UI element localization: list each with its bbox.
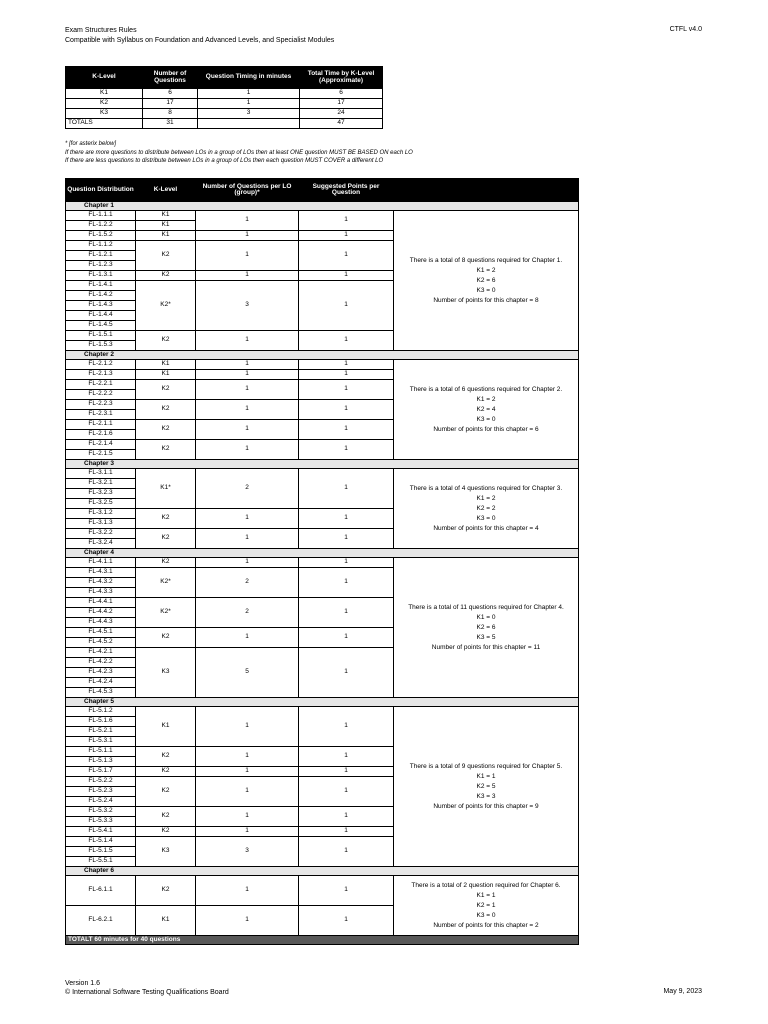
k-level-cell: K1 bbox=[136, 360, 196, 370]
learning-objective-cell: FL-4.3.2 bbox=[66, 578, 136, 588]
learning-objective-cell: FL-3.1.1 bbox=[66, 469, 136, 479]
k-level-cell: K1 bbox=[136, 370, 196, 380]
table-cell: 17 bbox=[300, 99, 383, 109]
k-level-cell: K3 bbox=[136, 837, 196, 867]
k-level-cell: K1 bbox=[136, 906, 196, 936]
questions-per-lo-cell: 1 bbox=[196, 331, 299, 351]
table-row bbox=[66, 211, 579, 221]
k-level-cell: K2 bbox=[136, 876, 196, 906]
points-per-question-cell: 1 bbox=[299, 380, 394, 400]
footer-version: Version 1.6 bbox=[65, 980, 101, 987]
k-level-cell: K2 bbox=[136, 558, 196, 568]
chapter-summary-line: K2 = 6 bbox=[476, 623, 496, 631]
learning-objective-cell: FL-5.2.1 bbox=[66, 727, 136, 737]
table-cell: 3 bbox=[198, 109, 300, 119]
learning-objective-cell: FL-2.1.5 bbox=[66, 450, 136, 460]
column-header: Number of Questions bbox=[143, 67, 198, 89]
k-level-cell: K2 bbox=[136, 271, 196, 281]
note-line: If there are more questions to distribute between LOs in a group of LOs then at least ONE question MUST BE BASED ON each LO bbox=[65, 149, 413, 156]
k-level-cell: K2 bbox=[136, 440, 196, 460]
chapter-summary-line: K1 = 2 bbox=[476, 395, 496, 403]
learning-objective-cell: FL-2.2.2 bbox=[66, 390, 136, 400]
questions-per-lo-cell: 1 bbox=[196, 440, 299, 460]
learning-objective-cell: FL-2.2.1 bbox=[66, 380, 136, 390]
learning-objective-cell: FL-4.4.1 bbox=[66, 598, 136, 608]
points-per-question-cell: 1 bbox=[299, 440, 394, 460]
learning-objective-cell: FL-4.3.1 bbox=[66, 568, 136, 578]
chapter-summary-line: There is a total of 4 questions required for Chapter 3. bbox=[409, 484, 563, 492]
chapter-summary-line: K2 = 1 bbox=[476, 901, 496, 909]
points-per-question-cell: 1 bbox=[299, 509, 394, 529]
learning-objective-cell: FL-5.2.2 bbox=[66, 777, 136, 787]
learning-objective-cell: FL-4.2.1 bbox=[66, 648, 136, 658]
points-per-question-cell: 1 bbox=[299, 876, 394, 906]
learning-objective-cell: FL-5.1.2 bbox=[66, 707, 136, 717]
points-per-question-cell: 1 bbox=[299, 767, 394, 777]
questions-per-lo-cell: 1 bbox=[196, 777, 299, 807]
table-cell: K1 bbox=[66, 89, 143, 99]
total-row bbox=[66, 936, 579, 945]
chapter-summary-line: K1 = 1 bbox=[476, 772, 496, 780]
chapter-header-row bbox=[66, 202, 579, 211]
chapter-summary-line: K2 = 4 bbox=[476, 405, 496, 413]
column-header: Question Timing in minutes bbox=[198, 67, 300, 89]
table-row bbox=[66, 876, 579, 906]
table-row bbox=[66, 469, 579, 479]
questions-per-lo-cell: 1 bbox=[196, 211, 299, 231]
learning-objective-cell: FL-1.5.2 bbox=[66, 231, 136, 241]
k-level-cell: K2 bbox=[136, 807, 196, 827]
points-per-question-cell: 1 bbox=[299, 648, 394, 698]
learning-objective-cell: FL-1.5.3 bbox=[66, 341, 136, 351]
table-row bbox=[66, 558, 579, 568]
note-line: If there are less questions to distribute between LOs in a group of LOs then each question MUST COVER a different LO bbox=[65, 158, 384, 164]
learning-objective-cell: FL-3.2.2 bbox=[66, 529, 136, 539]
learning-objective-cell: FL-4.2.4 bbox=[66, 678, 136, 688]
chapter-summary-line: K3 = 3 bbox=[476, 792, 496, 800]
k-level-cell: K2 bbox=[136, 331, 196, 351]
questions-per-lo-cell: 1 bbox=[196, 420, 299, 440]
points-per-question-cell: 1 bbox=[299, 747, 394, 767]
points-per-question-cell: 1 bbox=[299, 906, 394, 936]
chapter-summary-line: K2 = 5 bbox=[476, 782, 496, 790]
chapter-header-row bbox=[66, 460, 579, 469]
chapter-header-row bbox=[66, 549, 579, 558]
learning-objective-cell: FL-5.3.2 bbox=[66, 807, 136, 817]
learning-objective-cell: FL-1.4.4 bbox=[66, 311, 136, 321]
chapter-summary-line: K1 = 2 bbox=[476, 266, 496, 274]
learning-objective-cell: FL-1.2.2 bbox=[66, 221, 136, 231]
k-level-cell: K2* bbox=[136, 568, 196, 598]
learning-objective-cell: FL-1.2.3 bbox=[66, 261, 136, 271]
questions-per-lo-cell: 5 bbox=[196, 648, 299, 698]
column-header: K-Level bbox=[136, 179, 196, 202]
learning-objective-cell: FL-3.2.5 bbox=[66, 499, 136, 509]
document-subtitle: Compatible with Syllabus on Foundation and Advanced Levels, and Specialist Modules bbox=[65, 37, 335, 44]
k-level-cell: K2 bbox=[136, 827, 196, 837]
table-cell: TOTALS bbox=[66, 119, 143, 129]
table-cell bbox=[198, 119, 300, 129]
learning-objective-cell: FL-4.5.3 bbox=[66, 688, 136, 698]
chapter-summary bbox=[394, 211, 579, 351]
learning-objective-cell: FL-5.1.6 bbox=[66, 717, 136, 727]
k-level-cell: K2 bbox=[136, 241, 196, 271]
points-per-question-cell: 1 bbox=[299, 558, 394, 568]
chapter-summary-line: Number of points for this chapter = 6 bbox=[433, 425, 539, 433]
chapter-summary-line: K3 = 0 bbox=[476, 286, 496, 294]
chapter-summary bbox=[394, 558, 579, 698]
column-header: K-Level bbox=[66, 67, 143, 89]
table-cell: 6 bbox=[143, 89, 198, 99]
version-tag: CTFL v4.0 bbox=[669, 26, 702, 33]
learning-objective-cell: FL-4.1.1 bbox=[66, 558, 136, 568]
points-per-question-cell: 1 bbox=[299, 241, 394, 271]
table-cell: 1 bbox=[198, 99, 300, 109]
chapter-summary-line: K1 = 2 bbox=[476, 494, 496, 502]
k-level-cell: K2 bbox=[136, 509, 196, 529]
learning-objective-cell: FL-1.1.1 bbox=[66, 211, 136, 221]
k-level-cell: K2 bbox=[136, 380, 196, 400]
points-per-question-cell: 1 bbox=[299, 598, 394, 628]
chapter-summary bbox=[394, 469, 579, 549]
chapter-summary-line: K2 = 6 bbox=[476, 276, 496, 284]
questions-per-lo-cell: 1 bbox=[196, 400, 299, 420]
column-header bbox=[394, 179, 579, 202]
points-per-question-cell: 1 bbox=[299, 469, 394, 509]
k-level-cell: K2* bbox=[136, 281, 196, 331]
points-per-question-cell: 1 bbox=[299, 211, 394, 231]
learning-objective-cell: FL-5.1.3 bbox=[66, 757, 136, 767]
points-per-question-cell: 1 bbox=[299, 707, 394, 747]
learning-objective-cell: FL-4.3.3 bbox=[66, 588, 136, 598]
learning-objective-cell: FL-5.1.7 bbox=[66, 767, 136, 777]
points-per-question-cell: 1 bbox=[299, 837, 394, 867]
chapter-header-row bbox=[66, 867, 579, 876]
points-per-question-cell: 1 bbox=[299, 281, 394, 331]
chapter-summary-line: Number of points for this chapter = 11 bbox=[431, 643, 541, 651]
k-level-cell: K1* bbox=[136, 469, 196, 509]
column-header: Question Distribution bbox=[66, 179, 136, 202]
chapter-summary-line: There is a total of 8 questions required for Chapter 1. bbox=[409, 256, 563, 264]
learning-objective-cell: FL-2.3.1 bbox=[66, 410, 136, 420]
questions-per-lo-cell: 1 bbox=[196, 231, 299, 241]
table-cell: K3 bbox=[66, 109, 143, 119]
points-per-question-cell: 1 bbox=[299, 827, 394, 837]
points-per-question-cell: 1 bbox=[299, 568, 394, 598]
learning-objective-cell: FL-2.1.4 bbox=[66, 440, 136, 450]
questions-per-lo-cell: 3 bbox=[196, 281, 299, 331]
chapter-label: Chapter 6 bbox=[66, 867, 579, 876]
page-header bbox=[65, 26, 334, 46]
chapter-summary-line: Number of points for this chapter = 9 bbox=[433, 802, 539, 810]
questions-per-lo-cell: 1 bbox=[196, 370, 299, 380]
table-cell: 17 bbox=[143, 99, 198, 109]
learning-objective-cell: FL-4.4.3 bbox=[66, 618, 136, 628]
k-level-cell: K1 bbox=[136, 221, 196, 231]
k-level-cell: K2 bbox=[136, 747, 196, 767]
learning-objective-cell: FL-3.1.2 bbox=[66, 509, 136, 519]
questions-per-lo-cell: 1 bbox=[196, 707, 299, 747]
points-per-question-cell: 1 bbox=[299, 370, 394, 380]
chapter-summary bbox=[394, 360, 579, 460]
chapter-summary-line: K3 = 0 bbox=[476, 415, 496, 423]
learning-objective-cell: FL-5.4.1 bbox=[66, 827, 136, 837]
chapter-summary-line: There is a total of 6 questions required for Chapter 2. bbox=[409, 385, 563, 393]
learning-objective-cell: FL-5.3.3 bbox=[66, 817, 136, 827]
table-row bbox=[66, 707, 579, 717]
table-row bbox=[66, 89, 383, 99]
k-level-cell: K2 bbox=[136, 628, 196, 648]
table-cell: 8 bbox=[143, 109, 198, 119]
learning-objective-cell: FL-1.4.3 bbox=[66, 301, 136, 311]
chapter-summary-line: There is a total of 11 questions required for Chapter 4. bbox=[408, 603, 564, 611]
chapter-summary bbox=[394, 876, 579, 936]
learning-objective-cell: FL-4.5.2 bbox=[66, 638, 136, 648]
k-level-cell: K2 bbox=[136, 767, 196, 777]
chapter-label: Chapter 3 bbox=[66, 460, 579, 469]
document-title: Exam Structures Rules bbox=[65, 27, 137, 34]
chapter-summary-line: Number of points for this chapter = 8 bbox=[433, 296, 539, 304]
questions-per-lo-cell: 1 bbox=[196, 529, 299, 549]
questions-per-lo-cell: 1 bbox=[196, 241, 299, 271]
k-level-cell: K2 bbox=[136, 400, 196, 420]
chapter-summary-line: There is a total of 2 question required for Chapter 6. bbox=[411, 881, 561, 889]
learning-objective-cell: FL-1.4.1 bbox=[66, 281, 136, 291]
chapter-label: Chapter 1 bbox=[66, 202, 579, 211]
questions-per-lo-cell: 1 bbox=[196, 747, 299, 767]
k-level-cell: K3 bbox=[136, 648, 196, 698]
k-level-cell: K1 bbox=[136, 707, 196, 747]
learning-objective-cell: FL-5.1.4 bbox=[66, 837, 136, 847]
chapter-summary-line: Number of points for this chapter = 2 bbox=[433, 921, 539, 929]
points-per-question-cell: 1 bbox=[299, 400, 394, 420]
table-cell: 47 bbox=[300, 119, 383, 129]
learning-objective-cell: FL-2.1.3 bbox=[66, 370, 136, 380]
questions-per-lo-cell: 1 bbox=[196, 380, 299, 400]
questions-per-lo-cell: 1 bbox=[196, 509, 299, 529]
questions-per-lo-cell: 1 bbox=[196, 906, 299, 936]
points-per-question-cell: 1 bbox=[299, 777, 394, 807]
learning-objective-cell: FL-1.4.2 bbox=[66, 291, 136, 301]
points-per-question-cell: 1 bbox=[299, 271, 394, 281]
learning-objective-cell: FL-4.2.3 bbox=[66, 668, 136, 678]
learning-objective-cell: FL-5.2.4 bbox=[66, 797, 136, 807]
totals-row bbox=[66, 119, 383, 129]
questions-per-lo-cell: 1 bbox=[196, 807, 299, 827]
learning-objective-cell: FL-1.4.5 bbox=[66, 321, 136, 331]
column-header: Number of Questions per LO (group)* bbox=[196, 179, 299, 202]
points-per-question-cell: 1 bbox=[299, 331, 394, 351]
questions-per-lo-cell: 1 bbox=[196, 360, 299, 370]
chapter-summary-line: K1 = 1 bbox=[476, 891, 496, 899]
distribution-notes bbox=[65, 140, 413, 166]
points-per-question-cell: 1 bbox=[299, 420, 394, 440]
learning-objective-cell: FL-3.2.4 bbox=[66, 539, 136, 549]
learning-objective-cell: FL-2.1.6 bbox=[66, 430, 136, 440]
k-level-cell: K2 bbox=[136, 529, 196, 549]
chapter-label: Chapter 2 bbox=[66, 351, 579, 360]
chapter-header-row bbox=[66, 698, 579, 707]
questions-per-lo-cell: 1 bbox=[196, 558, 299, 568]
learning-objective-cell: FL-1.5.1 bbox=[66, 331, 136, 341]
learning-objective-cell: FL-5.3.1 bbox=[66, 737, 136, 747]
learning-objective-cell: FL-6.1.1 bbox=[66, 876, 136, 906]
chapter-summary-line: There is a total of 9 questions required for Chapter 5. bbox=[409, 762, 563, 770]
k-level-summary-table bbox=[65, 66, 383, 129]
table-cell: 31 bbox=[143, 119, 198, 129]
chapter-summary-line: K2 = 2 bbox=[476, 504, 496, 512]
learning-objective-cell: FL-4.4.2 bbox=[66, 608, 136, 618]
footer-date: May 9, 2023 bbox=[663, 988, 702, 995]
chapter-summary-line: K3 = 0 bbox=[476, 911, 496, 919]
table-row bbox=[66, 360, 579, 370]
points-per-question-cell: 1 bbox=[299, 360, 394, 370]
questions-per-lo-cell: 1 bbox=[196, 827, 299, 837]
learning-objective-cell: FL-5.2.3 bbox=[66, 787, 136, 797]
points-per-question-cell: 1 bbox=[299, 628, 394, 648]
learning-objective-cell: FL-3.2.3 bbox=[66, 489, 136, 499]
questions-per-lo-cell: 1 bbox=[196, 628, 299, 648]
total-label: TOTALT 60 minutes for 40 questions bbox=[66, 936, 579, 945]
questions-per-lo-cell: 2 bbox=[196, 469, 299, 509]
k-level-cell: K1 bbox=[136, 211, 196, 221]
learning-objective-cell: FL-2.1.2 bbox=[66, 360, 136, 370]
table-cell: K2 bbox=[66, 99, 143, 109]
column-header: Total Time by K-Level (Approximate) bbox=[300, 67, 383, 89]
points-per-question-cell: 1 bbox=[299, 807, 394, 827]
learning-objective-cell: FL-1.2.1 bbox=[66, 251, 136, 261]
page-footer bbox=[65, 979, 229, 997]
learning-objective-cell: FL-2.1.1 bbox=[66, 420, 136, 430]
table-cell: 1 bbox=[198, 89, 300, 99]
footer-copyright: © International Software Testing Qualifications Board bbox=[65, 989, 229, 996]
table-row bbox=[66, 109, 383, 119]
chapter-summary-line: K1 = 0 bbox=[476, 613, 496, 621]
points-per-question-cell: 1 bbox=[299, 231, 394, 241]
learning-objective-cell: FL-1.1.2 bbox=[66, 241, 136, 251]
learning-objective-cell: FL-1.3.1 bbox=[66, 271, 136, 281]
chapter-summary-line: K3 = 5 bbox=[476, 633, 496, 641]
k-level-cell: K2 bbox=[136, 777, 196, 807]
learning-objective-cell: FL-4.5.1 bbox=[66, 628, 136, 638]
chapter-summary-line: K3 = 0 bbox=[476, 514, 496, 522]
table-cell: 24 bbox=[300, 109, 383, 119]
column-header: Suggested Points per Question bbox=[299, 179, 394, 202]
table-row bbox=[66, 99, 383, 109]
chapter-label: Chapter 5 bbox=[66, 698, 579, 707]
chapter-label: Chapter 4 bbox=[66, 549, 579, 558]
k-level-cell: K1 bbox=[136, 231, 196, 241]
learning-objective-cell: FL-6.2.1 bbox=[66, 906, 136, 936]
learning-objective-cell: FL-5.1.1 bbox=[66, 747, 136, 757]
questions-per-lo-cell: 1 bbox=[196, 271, 299, 281]
questions-per-lo-cell: 1 bbox=[196, 767, 299, 777]
learning-objective-cell: FL-5.5.1 bbox=[66, 857, 136, 867]
questions-per-lo-cell: 1 bbox=[196, 876, 299, 906]
questions-per-lo-cell: 3 bbox=[196, 837, 299, 867]
learning-objective-cell: FL-5.1.5 bbox=[66, 847, 136, 857]
table-cell: 6 bbox=[300, 89, 383, 99]
note-line: * [for asterix below] bbox=[65, 141, 117, 147]
k-level-cell: K2* bbox=[136, 598, 196, 628]
chapter-summary bbox=[394, 707, 579, 867]
learning-objective-cell: FL-3.2.1 bbox=[66, 479, 136, 489]
questions-per-lo-cell: 2 bbox=[196, 568, 299, 598]
chapter-header-row bbox=[66, 351, 579, 360]
k-level-cell: K2 bbox=[136, 420, 196, 440]
learning-objective-cell: FL-2.2.3 bbox=[66, 400, 136, 410]
learning-objective-cell: FL-4.2.2 bbox=[66, 658, 136, 668]
learning-objective-cell: FL-3.1.3 bbox=[66, 519, 136, 529]
question-distribution-table bbox=[65, 178, 579, 945]
chapter-summary-line: Number of points for this chapter = 4 bbox=[433, 524, 539, 532]
questions-per-lo-cell: 2 bbox=[196, 598, 299, 628]
points-per-question-cell: 1 bbox=[299, 529, 394, 549]
